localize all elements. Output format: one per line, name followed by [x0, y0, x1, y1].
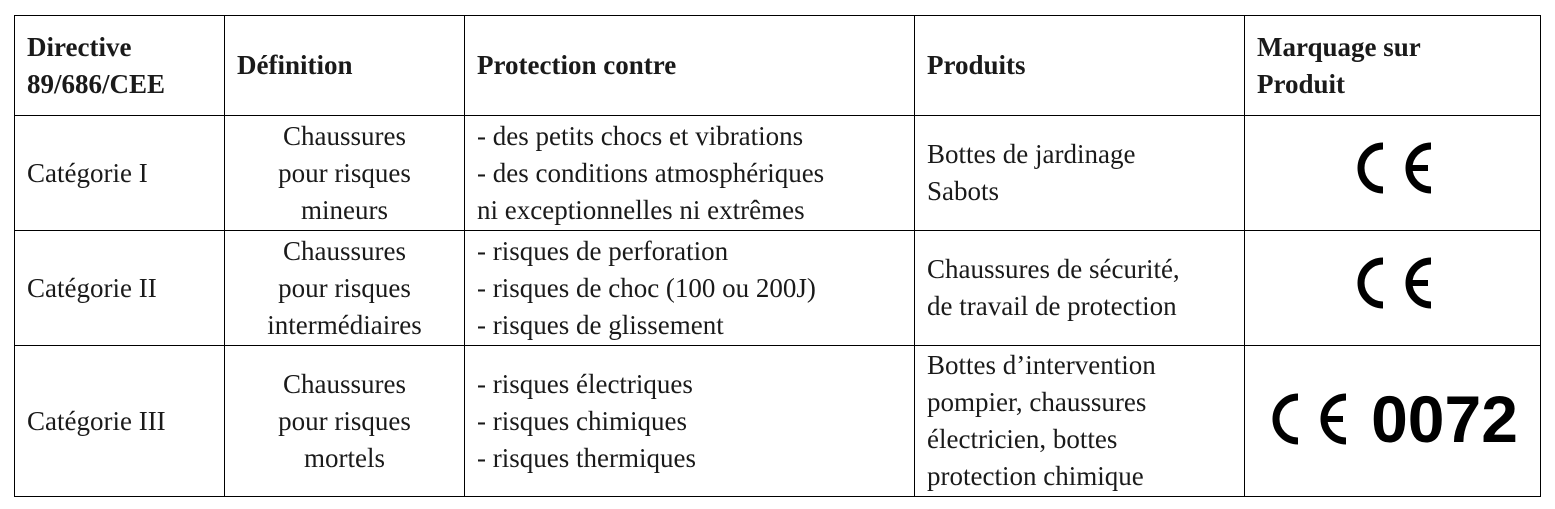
definition-line: mortels	[304, 442, 385, 473]
protection-cell	[465, 231, 915, 346]
definition-line: intermédiaires	[267, 309, 422, 340]
ce-mark-icon	[1352, 255, 1434, 311]
table-row	[15, 116, 1541, 231]
protection-line: - risques de glissement	[477, 309, 724, 340]
definition-cell	[225, 346, 465, 497]
definition-line: pour risques	[278, 157, 411, 188]
products-line: Sabots	[927, 176, 1000, 206]
header-marking-line: Marquage sur	[1257, 31, 1421, 62]
protection-line: - risques de perforation	[477, 235, 729, 266]
marking-cell	[1245, 231, 1541, 346]
definition-line: pour risques	[278, 272, 411, 303]
header-row	[15, 16, 1541, 116]
protection-line: - risques électriques	[477, 368, 693, 399]
header-products: Produits	[915, 16, 1245, 116]
protection-cell	[465, 346, 915, 497]
category-label: Catégorie II	[15, 231, 225, 346]
products-line: de travail de protection	[927, 291, 1177, 321]
ce-mark-icon	[1267, 381, 1518, 456]
products-cell	[915, 346, 1245, 497]
table-row	[15, 346, 1541, 497]
header-directive-line: Directive	[27, 31, 132, 62]
products-line: protection chimique	[927, 461, 1144, 491]
products-cell	[915, 116, 1245, 231]
products-line: Chaussures de sécurité,	[927, 254, 1180, 284]
category-table	[14, 15, 1541, 497]
protection-cell	[465, 116, 915, 231]
definition-line: mineurs	[301, 194, 388, 225]
products-line: pompier, chaussures	[927, 387, 1147, 417]
products-line: électricien, bottes	[927, 424, 1118, 454]
header-marking-line: Produit	[1257, 68, 1346, 99]
header-definition: Définition	[225, 16, 465, 116]
definition-cell	[225, 116, 465, 231]
definition-cell	[225, 231, 465, 346]
protection-line: - des conditions atmosphériques	[477, 157, 825, 188]
header-directive-line: 89/686/CEE	[27, 68, 166, 99]
header-marking	[1245, 16, 1541, 116]
marking-cell	[1245, 116, 1541, 231]
protection-line: - risques de choc (100 ou 200J)	[477, 272, 816, 303]
definition-line: Chaussures	[283, 120, 406, 151]
ce-mark-icon	[1352, 140, 1434, 196]
definition-line: pour risques	[278, 405, 411, 436]
category-label: Catégorie III	[15, 346, 225, 497]
protection-line: - risques thermiques	[477, 442, 696, 473]
products-cell	[915, 231, 1245, 346]
definition-line: Chaussures	[283, 235, 406, 266]
marking-cell	[1245, 346, 1541, 497]
products-line: Bottes d’intervention	[927, 350, 1156, 380]
header-protection: Protection contre	[465, 16, 915, 116]
header-directive	[15, 16, 225, 116]
notified-body-code: 0072	[1371, 381, 1518, 456]
category-label: Catégorie I	[15, 116, 225, 231]
definition-line: Chaussures	[283, 368, 406, 399]
protection-line: - risques chimiques	[477, 405, 687, 436]
table-row	[15, 231, 1541, 346]
products-line: Bottes de jardinage	[927, 139, 1136, 169]
protection-line: ni exceptionnelles ni extrêmes	[477, 194, 805, 225]
protection-line: - des petits chocs et vibrations	[477, 120, 804, 151]
